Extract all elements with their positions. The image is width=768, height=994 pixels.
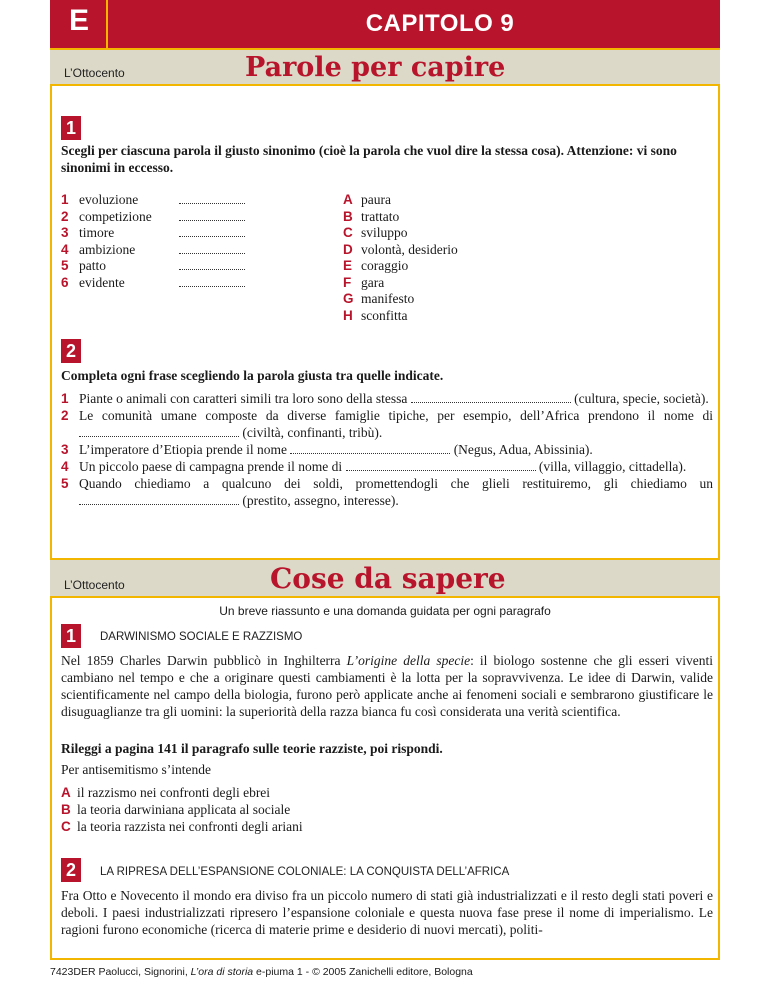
exercise-number: 1 [61, 116, 81, 140]
list-item: B trattato [343, 208, 400, 224]
section-band-parole [50, 48, 720, 86]
exercise-instruction: Completa ogni frase scegliendo la parola giusta tra quelle indicate. [61, 368, 444, 383]
section-title: Cose da sapere [270, 562, 506, 595]
section-letter: E [68, 4, 89, 37]
border-line [718, 598, 720, 960]
answer-blank[interactable] [79, 426, 239, 437]
answer-blank[interactable] [179, 193, 245, 204]
list-item: F gara [343, 274, 385, 290]
border-line [50, 598, 52, 960]
list-item: 3 timore [61, 225, 245, 242]
list-item: H sconfitta [343, 307, 408, 323]
list-item: D volontà, desiderio [343, 241, 458, 257]
page [50, 0, 720, 994]
answer-blank[interactable] [179, 276, 245, 287]
sentence-list [61, 390, 713, 509]
paragraph-text: Nel 1859 Charles Darwin pubblicò in Inghilterra L’origine della specie: il biologo sostenne che gli esseri viventi cambiano nel tempo e che a originare questi cambiamenti è la lotta per la sopravvivenza. Le idee di Darwin, valide scientificamente nel campo della biologia, furono però applicate anche ai fenomeni sociali e sembrarono giustificare le disuguaglianze tra gli uomini: la superiorità della razza bianca fu così considerata una verità scientifica. [61, 653, 713, 719]
answer-option[interactable]: C la teoria razzista nei confronti degli ariani [61, 819, 303, 834]
chapter-header [50, 0, 720, 48]
section-title: Parole per capire [245, 52, 506, 83]
exercise-number: 2 [61, 339, 81, 363]
list-item: C sviluppo [343, 225, 408, 240]
section-subtitle: L’Ottocento [64, 66, 125, 80]
answer-blank[interactable] [290, 443, 450, 454]
border-line [50, 86, 52, 558]
paragraph-heading: DARWINISMO SOCIALE E RAZZISMO [100, 631, 303, 643]
paragraph-text: Fra Otto e Novecento il mondo era diviso fra un piccolo numero di stati già industrializzati e il resto degli stati poveri e deboli. I paesi industrializzati ripresero l’espansione coloniale e questa nuova fase prese il nome di imperialismo. Le ragioni furono economiche (ricerca di materie prime e desiderio di nuovi mercati), politi- [61, 888, 713, 937]
synonym-list [343, 192, 458, 324]
border-line [718, 86, 720, 558]
list-item: A paura [343, 192, 391, 207]
answer-blank[interactable] [179, 226, 245, 237]
answer-option[interactable]: A il razzismo nei confronti degli ebrei [61, 785, 271, 800]
answer-blank[interactable] [411, 392, 571, 403]
list-item: 4 ambizione [61, 242, 245, 259]
section-band-cose [50, 558, 720, 598]
answer-blank[interactable] [179, 210, 245, 221]
list-item: 2 Le comunità umane composte da diverse famiglie tipiche, per esempio, dell’Africa prendono il nome di (civiltà, confinanti, tribù). [61, 408, 713, 440]
list-item: 5 Quando chiediamo a qualcuno dei soldi, promettendogli che glieli restituiremo, gli chiediamo un (prestito, assegno, interesse). [61, 476, 713, 508]
exercise-instruction: Scegli per ciascuna parola il giusto sinonimo (cioè la parola che vuol dire la stessa cosa). Attenzione: vi sono sinonimi in eccesso. [61, 143, 677, 175]
section-subtitle: L’Ottocento [64, 578, 125, 592]
list-item: 3 L’imperatore d’Etiopia prende il nome (Negus, Adua, Abissinia). [61, 442, 593, 457]
footer-divider [50, 958, 720, 960]
list-item: 6 evidente [61, 275, 245, 292]
paragraph-number: 1 [61, 624, 81, 648]
list-item: 5 patto [61, 258, 245, 275]
page-footer: 7423DER Paolucci, Signorini, L’ora di storia e-piuma 1 - © 2005 Zanichelli editore, Bologna [50, 966, 473, 978]
list-item: 4 Un piccolo paese di campagna prende il nome di (villa, villaggio, cittadella). [61, 459, 687, 474]
list-item: G manifesto [343, 291, 415, 306]
chapter-title: CAPITOLO 9 [365, 10, 515, 37]
list-item: 1 evoluzione [61, 192, 245, 209]
list-item: 1 Piante o animali con caratteri simili tra loro sono della stessa (cultura, specie, società). [61, 391, 709, 406]
word-list [61, 192, 245, 291]
answer-blank[interactable] [179, 243, 245, 254]
answer-blank[interactable] [346, 460, 536, 471]
paragraph-heading: LA RIPRESA DELL’ESPANSIONE COLONIALE: LA CONQUISTA DELL’AFRICA [100, 866, 510, 878]
section-tagline: Un breve riassunto e una domanda guidata per ogni paragrafo [219, 604, 551, 618]
answer-options [61, 784, 303, 835]
section-letter-box [50, 0, 108, 48]
question-stem: Per antisemitismo s’intende [61, 762, 211, 777]
answer-blank[interactable] [79, 494, 239, 505]
question-instruction: Rileggi a pagina 141 il paragrafo sulle teorie razziste, poi rispondi. [61, 741, 443, 756]
paragraph-number: 2 [61, 858, 81, 882]
list-item: E coraggio [343, 258, 409, 273]
list-item: 2 competizione [61, 209, 245, 226]
answer-option[interactable]: B la teoria darwiniana applicata al sociale [61, 802, 291, 817]
answer-blank[interactable] [179, 259, 245, 270]
